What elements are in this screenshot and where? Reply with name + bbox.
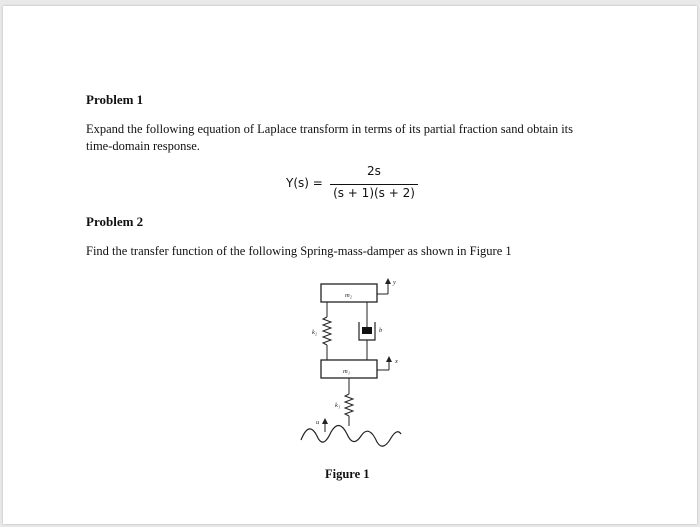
- mass-m1-label: m₁: [343, 368, 350, 375]
- equation-numerator: 2s: [367, 164, 381, 178]
- spring-mass-damper-figure: [283, 272, 423, 452]
- displacement-y-arrow: [377, 278, 396, 294]
- figure-caption: Figure 1: [325, 467, 370, 481]
- damper-b: [359, 302, 383, 360]
- equation-denominator: (s + 1)(s + 2): [333, 186, 415, 200]
- problem2-text: Find the transfer function of the following Spring-mass-damper as shown in Figure 1: [86, 244, 512, 258]
- problem2-heading: Problem 2: [86, 214, 144, 229]
- spring-k1: [335, 378, 353, 426]
- problem1-text-line1: Expand the following equation of Laplace transform in terms of its partial fraction sand obtain its: [86, 122, 574, 136]
- spring-k2-label: k₂: [312, 329, 318, 336]
- spring-k1-label: k₁: [335, 402, 341, 409]
- spring-k2: [312, 302, 331, 360]
- problem1-text: [86, 121, 646, 155]
- input-u-arrow: [316, 418, 328, 432]
- equation-lhs: Y(s) =: [286, 176, 323, 190]
- fraction-bar: [330, 184, 418, 185]
- problem1-heading: Problem 1: [86, 92, 144, 107]
- wavy-ground: [301, 425, 401, 446]
- mass-m2: [321, 284, 377, 302]
- input-u-label: u: [316, 419, 320, 426]
- mass-m1: [321, 360, 377, 378]
- displacement-y-label: y: [393, 279, 396, 286]
- mass-m2-label: m₂: [345, 292, 352, 299]
- displacement-x-label: x: [395, 358, 398, 365]
- displacement-x-arrow: [377, 356, 398, 370]
- document-page: [3, 6, 697, 524]
- problem1-text-line2: time-domain response.: [86, 139, 200, 153]
- damper-b-label: b: [379, 327, 383, 334]
